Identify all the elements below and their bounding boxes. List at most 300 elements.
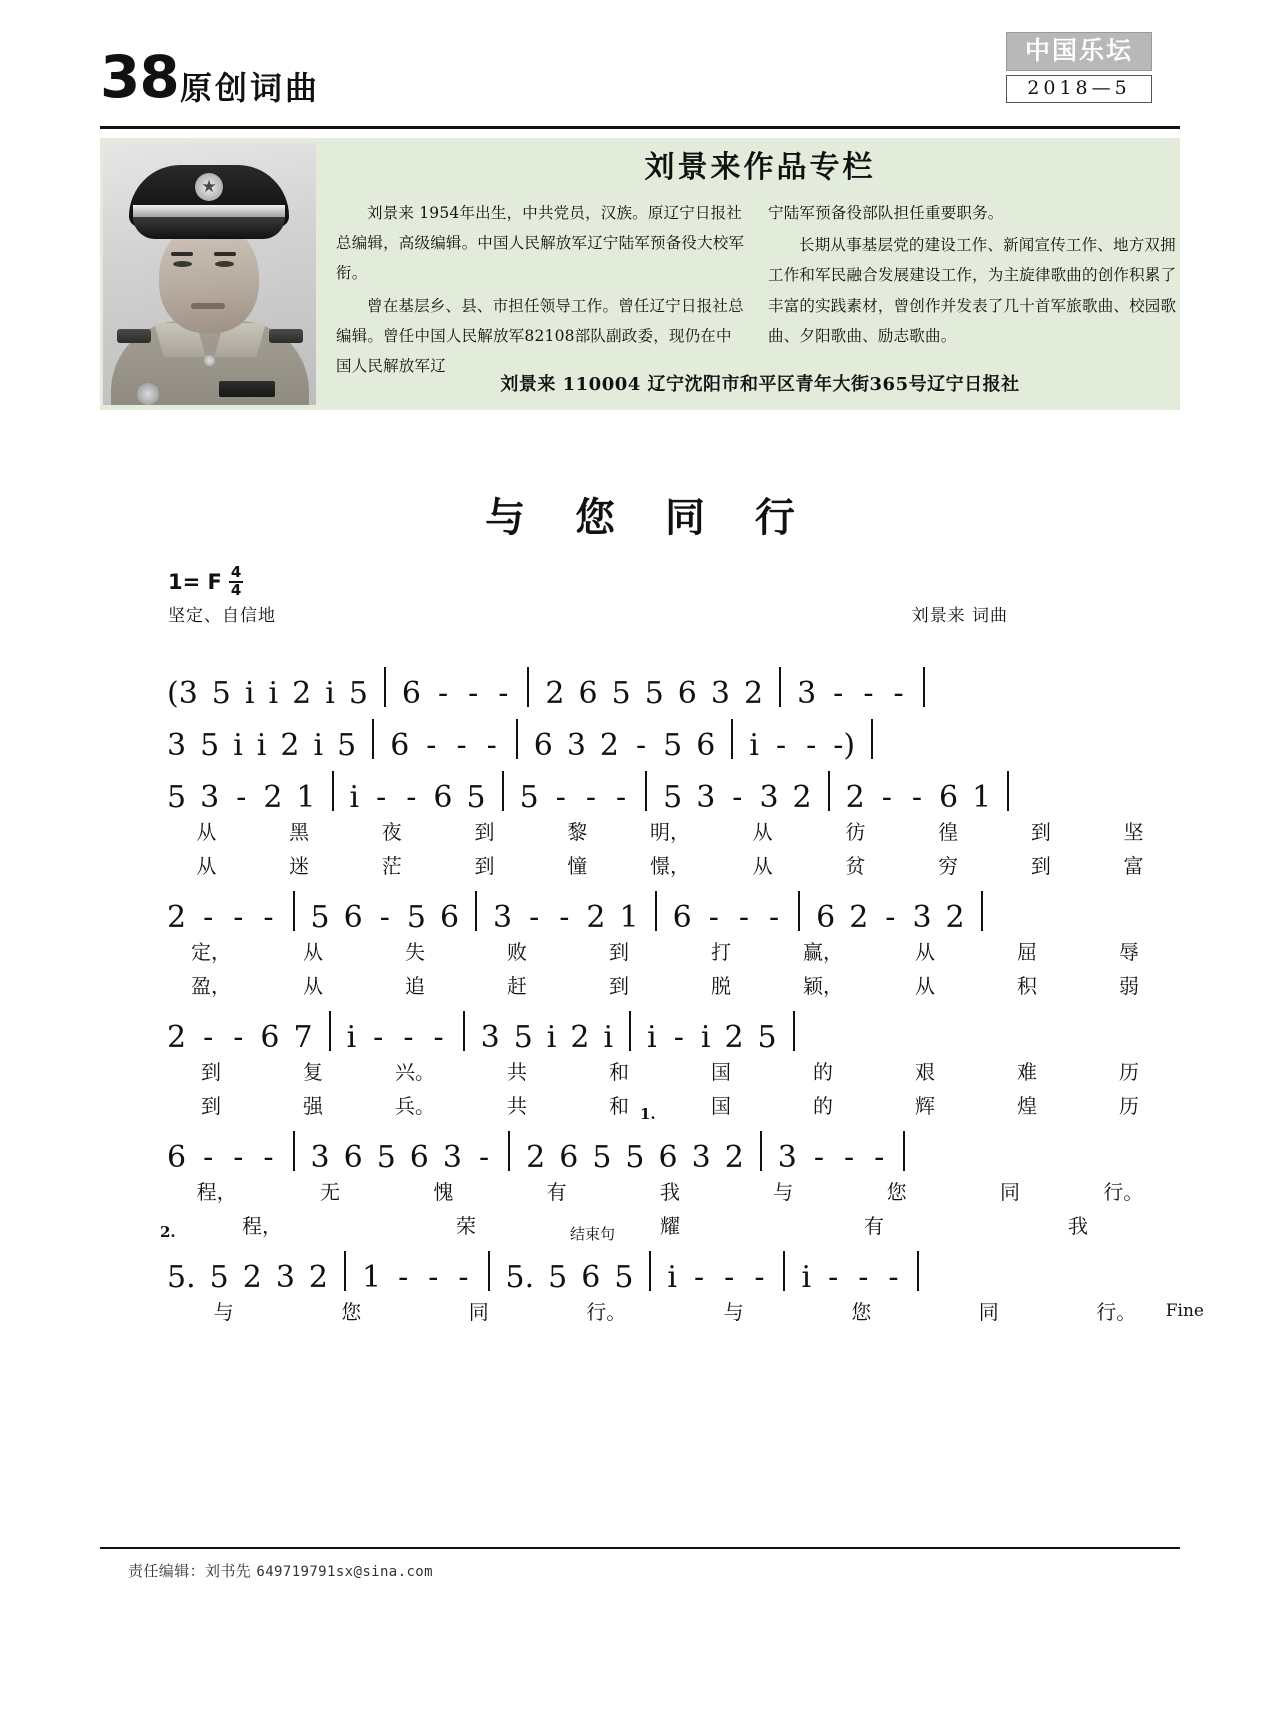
note: 5 bbox=[592, 1140, 612, 1175]
note: 5. bbox=[505, 1260, 535, 1295]
measure bbox=[160, 676, 375, 711]
note: - bbox=[738, 900, 749, 935]
note: i bbox=[546, 1020, 557, 1055]
note: - bbox=[724, 1260, 735, 1295]
photo-epaulet-right bbox=[269, 329, 303, 343]
note: 2 bbox=[724, 1140, 744, 1175]
note: - bbox=[813, 1140, 825, 1175]
lyric-syllable: 失 bbox=[405, 939, 425, 964]
lyric-syllable: 兴。 bbox=[395, 1059, 435, 1084]
barline bbox=[917, 1251, 919, 1291]
lyric-syllable: 我 bbox=[1068, 1213, 1088, 1238]
lyric-syllable: 从 bbox=[915, 939, 935, 964]
note: 6 bbox=[696, 728, 716, 763]
lyric-syllable: 从 bbox=[196, 819, 217, 844]
barline bbox=[332, 771, 334, 811]
music-system bbox=[100, 1223, 1180, 1327]
photo-eye-right bbox=[215, 261, 234, 267]
barline bbox=[475, 891, 477, 931]
note: - bbox=[263, 1140, 274, 1175]
note: 2 bbox=[586, 900, 606, 935]
note: 6 bbox=[433, 780, 453, 815]
lyric-syllable: 程， bbox=[196, 1179, 237, 1204]
music-systems bbox=[0, 657, 1280, 1327]
lyric-syllable: 黎 bbox=[567, 819, 588, 844]
note-row bbox=[160, 709, 1180, 761]
lyric-syllable: 从 bbox=[196, 853, 217, 878]
barline bbox=[645, 771, 647, 811]
lyric-syllable: 煌 bbox=[1017, 1093, 1037, 1118]
note: - bbox=[398, 1260, 409, 1295]
music-score bbox=[0, 430, 1280, 1327]
photo-eye-left bbox=[173, 261, 192, 267]
note: i bbox=[749, 728, 759, 763]
lyric-syllable: 和 bbox=[609, 1059, 629, 1084]
measure bbox=[640, 1020, 784, 1055]
barline bbox=[871, 719, 873, 759]
measure bbox=[519, 1140, 751, 1175]
measure bbox=[355, 1260, 479, 1295]
note: 2 bbox=[792, 780, 812, 815]
note: 1 bbox=[972, 780, 992, 815]
note: - bbox=[233, 1140, 244, 1175]
note: i bbox=[325, 676, 335, 711]
lyric-line-1 bbox=[160, 813, 1180, 847]
barline bbox=[903, 1131, 905, 1171]
measure bbox=[527, 728, 723, 763]
ending-label: 2. bbox=[160, 1223, 176, 1241]
note: - bbox=[236, 780, 247, 815]
note: i bbox=[349, 780, 360, 815]
lyric-syllable: 同 bbox=[468, 1299, 489, 1324]
lyric-line-1 bbox=[160, 1053, 1180, 1087]
key-signature bbox=[168, 565, 243, 599]
lyric-syllable: 从 bbox=[752, 853, 773, 878]
measure bbox=[160, 900, 284, 935]
note: 3 bbox=[442, 1140, 462, 1175]
page-number: 38 bbox=[100, 43, 179, 111]
measure bbox=[660, 1260, 774, 1295]
note: - bbox=[732, 780, 743, 815]
note: - bbox=[486, 728, 497, 763]
note: - bbox=[203, 1140, 214, 1175]
measure bbox=[771, 1140, 895, 1175]
lyric-syllable: 荣 bbox=[456, 1213, 476, 1238]
note: - bbox=[233, 900, 244, 935]
note: 3 bbox=[710, 676, 730, 711]
note: 1 bbox=[362, 1260, 382, 1295]
photo-brow-right bbox=[214, 252, 236, 256]
note: 6 bbox=[658, 1140, 678, 1175]
note: - bbox=[694, 1260, 705, 1295]
lyric-line-1 bbox=[160, 933, 1180, 967]
note: 5 bbox=[614, 1260, 634, 1295]
note: - bbox=[615, 780, 627, 815]
note: - bbox=[768, 900, 780, 935]
note: 5 bbox=[611, 676, 631, 711]
lyric-syllable: 您 bbox=[886, 1179, 907, 1204]
note: i bbox=[647, 1020, 657, 1055]
music-system bbox=[100, 881, 1180, 1001]
note: - bbox=[806, 728, 817, 763]
photo-button bbox=[204, 355, 215, 366]
note: - bbox=[754, 1260, 765, 1295]
lyric-syllable: 行。 bbox=[586, 1299, 627, 1324]
note: 2 bbox=[280, 728, 300, 763]
note: 6 bbox=[409, 1140, 429, 1175]
note: 5 bbox=[209, 1260, 229, 1295]
lyric-line-1 bbox=[160, 1293, 1180, 1327]
magazine-logo: 中国乐坛 bbox=[1006, 32, 1152, 71]
note: i bbox=[233, 728, 243, 763]
lyric-line-2 bbox=[160, 1207, 1180, 1241]
note: - bbox=[555, 780, 566, 815]
editor-label: 责任编辑：刘书先 bbox=[128, 1562, 252, 1580]
note: i bbox=[801, 1260, 812, 1295]
note: 7 bbox=[293, 1020, 313, 1055]
lyric-syllable: 同 bbox=[999, 1179, 1020, 1204]
lyric-syllable: 屈 bbox=[1017, 939, 1037, 964]
note: - bbox=[379, 900, 390, 935]
music-system bbox=[100, 761, 1180, 881]
lyric-syllable: 从 bbox=[752, 819, 773, 844]
note: i bbox=[244, 676, 255, 711]
lyric-syllable: 共 bbox=[507, 1059, 527, 1084]
lyric-syllable: 从 bbox=[915, 973, 935, 998]
measure bbox=[474, 1020, 621, 1055]
note: 3 bbox=[480, 1020, 500, 1055]
note: 2 bbox=[599, 728, 619, 763]
tempo-marking: 坚定、自信地 bbox=[168, 606, 276, 626]
lyric-syllable: 复 bbox=[303, 1059, 323, 1084]
note: 6 bbox=[559, 1140, 579, 1175]
measure bbox=[160, 780, 323, 815]
note-row bbox=[160, 761, 1180, 813]
time-numerator: 4 bbox=[230, 563, 242, 581]
note: - bbox=[263, 900, 274, 935]
note: - bbox=[585, 780, 596, 815]
lyric-syllable: 国 bbox=[711, 1093, 731, 1118]
note: - bbox=[203, 900, 214, 935]
measure bbox=[160, 728, 363, 763]
note: - bbox=[911, 780, 922, 815]
bio-paragraph: 宁陆军预备役部队担任重要职务。 bbox=[768, 204, 1004, 222]
measure bbox=[160, 1260, 335, 1295]
barline bbox=[760, 1131, 762, 1171]
fine-marking: Fine bbox=[1165, 1301, 1204, 1321]
bio-column-right bbox=[768, 198, 1178, 381]
note: 5 bbox=[376, 1140, 396, 1175]
note: 2 bbox=[545, 676, 565, 711]
measure bbox=[839, 780, 999, 815]
barline bbox=[508, 1131, 510, 1171]
note: i bbox=[346, 1020, 357, 1055]
note: - bbox=[373, 1020, 384, 1055]
note: 6 bbox=[401, 676, 421, 711]
photo-cap-brim bbox=[133, 217, 285, 239]
note: i bbox=[700, 1020, 711, 1055]
note: 5 bbox=[644, 676, 664, 711]
lyric-line-1 bbox=[160, 1173, 1180, 1207]
note: - bbox=[433, 1020, 444, 1055]
note: 6 bbox=[533, 728, 553, 763]
lyric-syllable: 有 bbox=[546, 1179, 567, 1204]
note: 3 bbox=[310, 1140, 330, 1175]
note: - bbox=[844, 1140, 855, 1175]
lyric-syllable: 追 bbox=[405, 973, 425, 998]
lyric-syllable: 到 bbox=[1030, 819, 1051, 844]
barline bbox=[293, 1131, 295, 1171]
note: i bbox=[603, 1020, 614, 1055]
lyric-syllable: 穷 bbox=[938, 853, 959, 878]
footer-divider bbox=[100, 1547, 1180, 1549]
note: 6 bbox=[939, 780, 959, 815]
bio-title: 刘景来作品专栏 bbox=[644, 150, 876, 185]
note: 3 bbox=[912, 900, 932, 935]
measure bbox=[486, 900, 646, 935]
note: 6 bbox=[672, 900, 692, 935]
note: 6 bbox=[390, 728, 410, 763]
note: 6 bbox=[677, 676, 697, 711]
note: 2 bbox=[292, 676, 312, 711]
note: 6 bbox=[816, 900, 836, 935]
barline bbox=[329, 1011, 331, 1051]
barline bbox=[502, 771, 504, 811]
bio-paragraph: 长期从事基层党的建设工作、新闻宣传工作、地方双拥工作和军民融合发展建设工作，为主旋律歌曲的创作积累了丰富的实践素材，曾创作并发表了几十首军旅歌曲、校园歌曲、夕阳歌曲、励志歌曲。 bbox=[768, 236, 1177, 345]
lyric-syllable: 颖， bbox=[803, 973, 843, 998]
lyric-syllable: 到 bbox=[201, 1093, 221, 1118]
note: 3 bbox=[696, 780, 716, 815]
barline bbox=[731, 719, 733, 759]
note: - bbox=[438, 676, 449, 711]
note: - bbox=[403, 1020, 414, 1055]
note: 1 bbox=[619, 900, 639, 935]
note: - bbox=[775, 728, 787, 763]
note: (3 bbox=[167, 676, 198, 711]
editor-email: 649719791sx@sina.com bbox=[256, 1564, 433, 1580]
barline bbox=[923, 667, 925, 707]
lyric-syllable: 共 bbox=[507, 1093, 527, 1118]
barline bbox=[828, 771, 830, 811]
note: 2 bbox=[242, 1260, 262, 1295]
note: - bbox=[874, 1140, 885, 1175]
note: 2 bbox=[849, 900, 869, 935]
lyric-syllable: 国 bbox=[711, 1059, 731, 1084]
measure bbox=[538, 676, 770, 711]
note: 5 bbox=[663, 728, 683, 763]
lyric-syllable: 辱 bbox=[1119, 939, 1139, 964]
note: 5 bbox=[406, 900, 426, 935]
key-label: 1= F bbox=[168, 569, 222, 594]
barline bbox=[384, 667, 386, 707]
lyric-line-2 bbox=[160, 967, 1180, 1001]
note: i bbox=[313, 728, 324, 763]
composer-credit: 刘景来 词曲 bbox=[911, 606, 1008, 626]
note: 5 bbox=[513, 1020, 533, 1055]
note: 5 bbox=[663, 780, 683, 815]
lyric-syllable: 行。 bbox=[1103, 1179, 1144, 1204]
note: 2 bbox=[570, 1020, 590, 1055]
note: 6 bbox=[343, 900, 363, 935]
lyric-syllable: 您 bbox=[851, 1299, 872, 1324]
measure bbox=[160, 1140, 284, 1175]
lyric-syllable: 和 bbox=[609, 1093, 629, 1118]
note: 2 bbox=[308, 1260, 328, 1295]
note: 5 bbox=[167, 780, 187, 815]
note: - bbox=[478, 1140, 490, 1175]
note: - bbox=[426, 728, 437, 763]
lyric-syllable: 彷 bbox=[845, 819, 866, 844]
lyric-syllable: 历 bbox=[1119, 1059, 1139, 1084]
photo-mouth bbox=[191, 303, 225, 309]
measure bbox=[790, 676, 914, 711]
note: - bbox=[636, 728, 647, 763]
lyric-syllable: 的 bbox=[813, 1093, 833, 1118]
note-row bbox=[160, 657, 1180, 709]
lyric-syllable: 定， bbox=[191, 939, 231, 964]
lyric-syllable: 到 bbox=[609, 939, 629, 964]
measure bbox=[794, 1260, 908, 1295]
ending-label: 1. bbox=[640, 1105, 656, 1123]
note: 3 bbox=[691, 1140, 711, 1175]
lyric-line-2 bbox=[160, 1087, 1180, 1121]
note-row bbox=[160, 1121, 1180, 1173]
note: - bbox=[529, 900, 540, 935]
lyric-syllable: 从 bbox=[303, 939, 323, 964]
note: - bbox=[468, 676, 479, 711]
note-row bbox=[160, 1001, 1180, 1053]
lyric-syllable: 愧 bbox=[433, 1179, 454, 1204]
note: - bbox=[203, 1020, 214, 1055]
measure bbox=[304, 1140, 500, 1175]
music-system bbox=[100, 1105, 1180, 1241]
barline bbox=[655, 891, 657, 931]
note: 3 bbox=[566, 728, 586, 763]
header-divider bbox=[100, 126, 1180, 129]
lyric-syllable: 与 bbox=[773, 1179, 794, 1204]
lyric-syllable: 的 bbox=[813, 1059, 833, 1084]
lyric-syllable: 与 bbox=[213, 1299, 234, 1324]
lyric-syllable: 打 bbox=[711, 939, 731, 964]
measure bbox=[343, 780, 493, 815]
lyric-syllable: 历 bbox=[1119, 1093, 1139, 1118]
note: - bbox=[406, 780, 417, 815]
note-row bbox=[160, 881, 1180, 933]
note: 1 bbox=[296, 780, 316, 815]
barline bbox=[527, 667, 529, 707]
lyric-syllable: 徨 bbox=[938, 819, 959, 844]
barline bbox=[488, 1251, 490, 1291]
barline bbox=[793, 1011, 795, 1051]
lyric-syllable: 程， bbox=[242, 1213, 282, 1238]
bio-columns bbox=[336, 198, 1178, 381]
page-header bbox=[0, 0, 1280, 128]
note: - bbox=[673, 1020, 684, 1055]
note: - bbox=[498, 676, 509, 711]
note: 3 bbox=[200, 780, 220, 815]
lyric-syllable: 我 bbox=[659, 1179, 680, 1204]
note: 6 bbox=[439, 900, 460, 935]
barline bbox=[463, 1011, 465, 1051]
lyric-syllable: 从 bbox=[303, 973, 323, 998]
note: 5. bbox=[167, 1260, 196, 1295]
note: 3 bbox=[797, 676, 817, 711]
measure bbox=[304, 900, 467, 935]
barline bbox=[649, 1251, 651, 1291]
measure bbox=[656, 780, 819, 815]
note: - bbox=[885, 900, 896, 935]
measure bbox=[809, 900, 972, 935]
time-signature bbox=[229, 565, 243, 599]
bio-paragraph: 曾在基层乡、县、市担任领导工作。曾任辽宁日报社总编辑。曾任中国人民解放军82108部队副政委，现仍在中国人民解放军辽 bbox=[336, 296, 744, 376]
lyric-syllable: 憧 bbox=[567, 853, 588, 878]
footer bbox=[128, 1560, 433, 1581]
lyric-syllable: 无 bbox=[319, 1179, 340, 1204]
note: 3 bbox=[759, 780, 779, 815]
bio-column-left bbox=[336, 198, 746, 381]
barline bbox=[344, 1251, 346, 1291]
music-system bbox=[100, 1001, 1180, 1121]
note: - bbox=[828, 1260, 839, 1295]
note: 6 bbox=[343, 1140, 363, 1175]
lyric-syllable: 行。 bbox=[1096, 1299, 1137, 1324]
note: 2 bbox=[167, 900, 187, 935]
lyric-syllable: 黑 bbox=[289, 819, 310, 844]
note: -) bbox=[833, 728, 856, 763]
note: 2 bbox=[945, 900, 965, 935]
lyric-syllable: 败 bbox=[507, 939, 527, 964]
note: 2 bbox=[263, 780, 283, 815]
note: 2 bbox=[845, 780, 865, 815]
photo-emblem bbox=[137, 383, 159, 405]
measure bbox=[383, 728, 507, 763]
photo-brow-left bbox=[171, 252, 193, 256]
note: i bbox=[256, 728, 267, 763]
lyric-syllable: 耀 bbox=[660, 1213, 680, 1238]
note: - bbox=[888, 1260, 899, 1295]
note: 3 bbox=[275, 1260, 295, 1295]
note: i bbox=[268, 676, 279, 711]
barline bbox=[1007, 771, 1009, 811]
note: 3 bbox=[777, 1140, 797, 1175]
note: 3 bbox=[167, 728, 187, 763]
note: 5 bbox=[466, 780, 486, 815]
barline bbox=[981, 891, 983, 931]
author-photo bbox=[103, 143, 316, 405]
lyric-syllable: 坚 bbox=[1123, 819, 1144, 844]
note: 2 bbox=[724, 1020, 744, 1055]
note: 6 bbox=[260, 1020, 280, 1055]
author-address: 刘景来 110004 辽宁沈阳市和平区青年大街365号辽宁日报社 bbox=[500, 374, 1020, 395]
note: - bbox=[858, 1260, 869, 1295]
note: - bbox=[833, 676, 844, 711]
lyric-syllable: 到 bbox=[201, 1059, 221, 1084]
lyric-syllable: 贫 bbox=[845, 853, 866, 878]
note-row bbox=[160, 1241, 1180, 1293]
barline bbox=[798, 891, 800, 931]
lyric-syllable: 到 bbox=[609, 973, 629, 998]
note: 2 bbox=[526, 1140, 546, 1175]
lyric-syllable: 脱 bbox=[711, 973, 731, 998]
note: 2 bbox=[167, 1020, 187, 1055]
lyric-syllable: 与 bbox=[723, 1299, 744, 1324]
photo-cap-badge-icon bbox=[195, 173, 223, 201]
lyric-syllable: 您 bbox=[341, 1299, 362, 1324]
lyric-line-2 bbox=[160, 847, 1180, 881]
author-bio-box bbox=[100, 138, 1180, 410]
note: - bbox=[881, 780, 892, 815]
lyric-syllable: 弱 bbox=[1119, 973, 1139, 998]
